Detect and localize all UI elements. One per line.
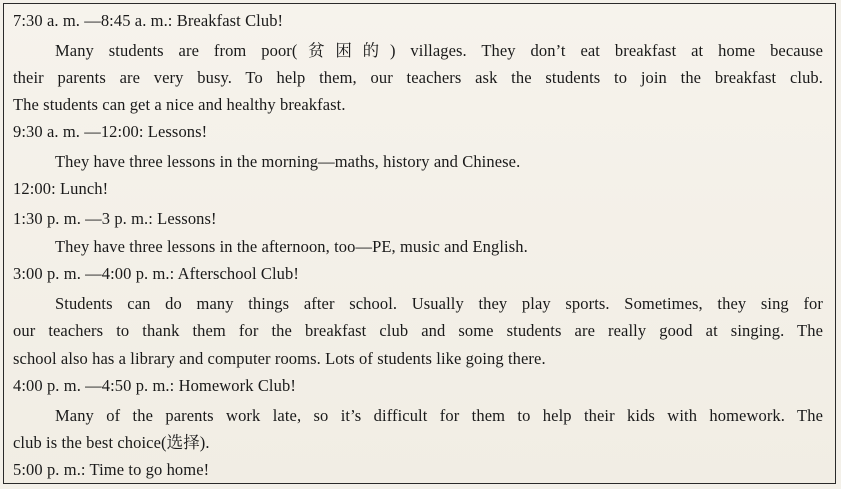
section-heading-go-home: 5:00 p. m.: Time to go home! — [13, 460, 210, 479]
paragraph-line: our teachers to thank them for the breakfast club and some students are really good at singing. The — [13, 321, 823, 340]
paragraph-line: Students can do many things after school. Usually they play sports. Sometimes, they sing for — [55, 294, 823, 313]
section-heading-afterschool-club: 3:00 p. m. —4:00 p. m.: Afterschool Club! — [13, 264, 299, 283]
paragraph-line: Many students are from poor(贫困的) villages. They don’t eat breakfast at home because — [55, 41, 823, 60]
section-heading-afternoon-lessons: 1:30 p. m. —3 p. m.: Lessons! — [13, 209, 217, 228]
paragraph-line: They have three lessons in the morning—maths, history and Chinese. — [55, 152, 521, 171]
section-heading-morning-lessons: 9:30 a. m. —12:00: Lessons! — [13, 122, 208, 141]
paragraph-line: their parents are very busy. To help them, our teachers ask the students to join the breakfast club. — [13, 68, 823, 87]
paragraph-line: Many of the parents work late, so it’s difficult for them to help their kids with homework. The — [55, 406, 823, 425]
paragraph-line: school also has a library and computer rooms. Lots of students like going there. — [13, 349, 546, 368]
paragraph-line: They have three lessons in the afternoon, too—PE, music and English. — [55, 237, 528, 256]
text-box — [3, 3, 836, 484]
section-heading-breakfast-club: 7:30 a. m. —8:45 a. m.: Breakfast Club! — [13, 11, 284, 30]
paragraph-line: club is the best choice(选择). — [13, 433, 210, 452]
section-heading-homework-club: 4:00 p. m. —4:50 p. m.: Homework Club! — [13, 376, 296, 395]
section-heading-lunch: 12:00: Lunch! — [13, 179, 109, 198]
paragraph-line: The students can get a nice and healthy breakfast. — [13, 95, 346, 114]
